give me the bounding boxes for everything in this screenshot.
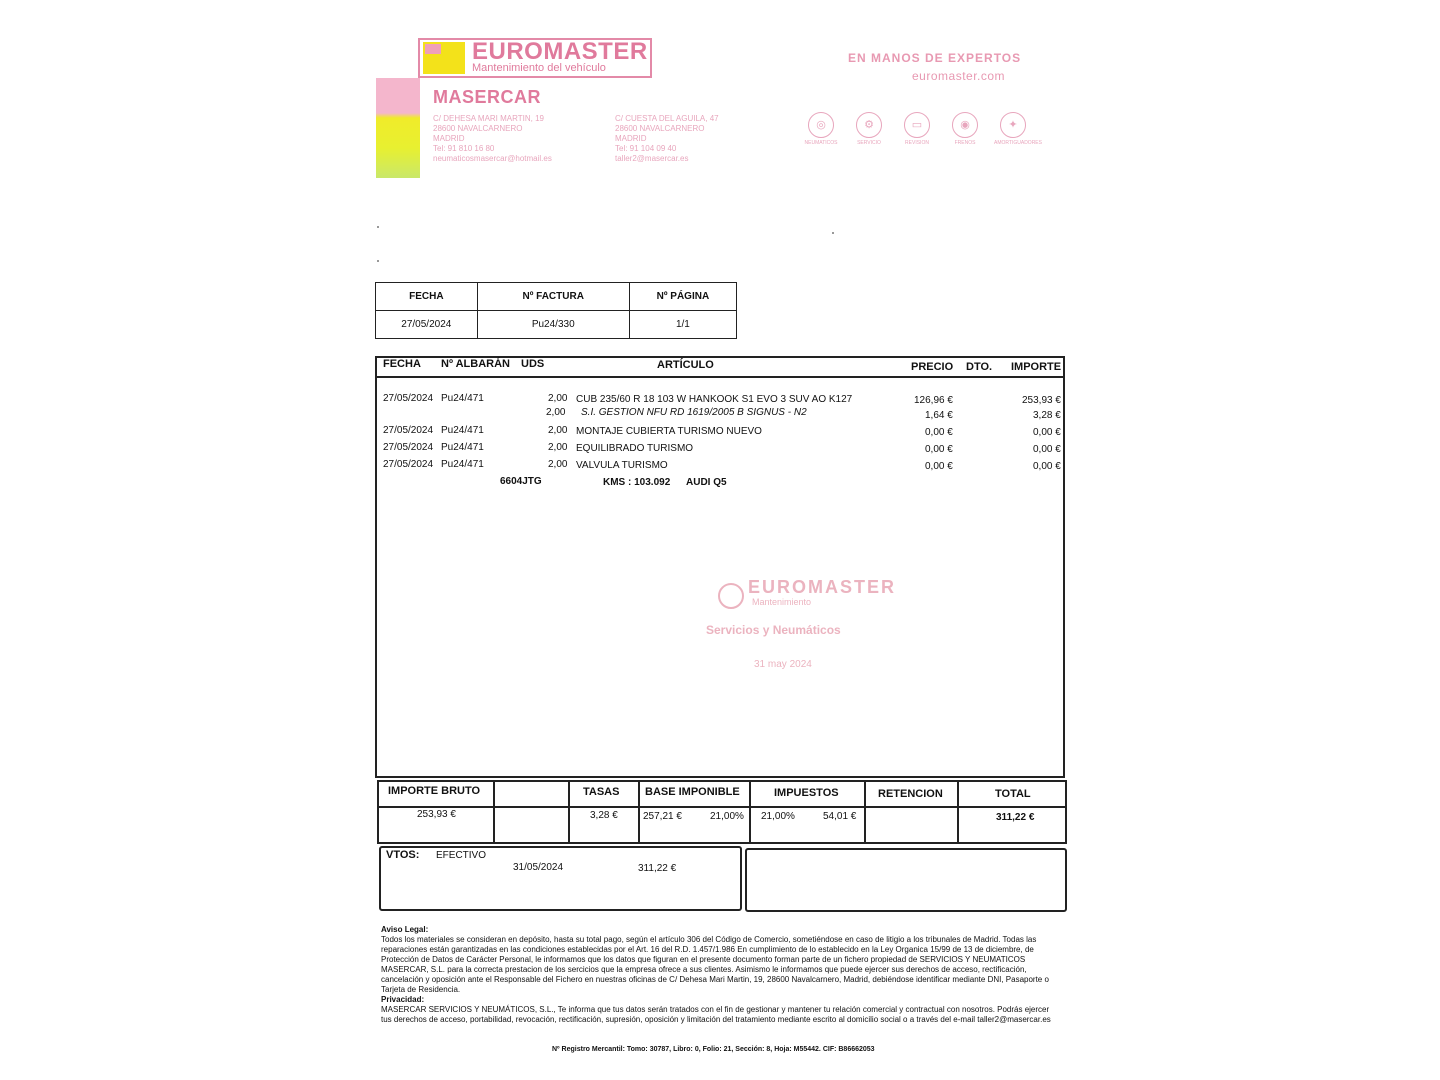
company-address-2 (615, 114, 719, 164)
service-brakes (946, 112, 984, 146)
totals-imp-pct: 21,00% (761, 811, 795, 822)
item-fecha: 27/05/2024 (383, 442, 434, 453)
brand-slogan: EN MANOS DE EXPERTOS (848, 51, 1022, 65)
item-importe: 253,93 € (1022, 395, 1061, 406)
header-factura: Nº FACTURA (477, 283, 629, 311)
item-uds: 2,00 (548, 425, 568, 436)
item-precio: 1,64 € (925, 410, 953, 421)
item-precio: 0,00 € (925, 427, 953, 438)
stamp-line: Mantenimiento (752, 597, 812, 607)
company-stamp (706, 575, 898, 675)
service-maintenance (850, 112, 888, 146)
vtos-amount: 311,22 € (638, 863, 677, 874)
legal-notice (381, 925, 1061, 1025)
tyre-icon: ◎ (808, 112, 834, 138)
company-address-1 (433, 114, 552, 164)
totals-header-tasas: TASAS (583, 786, 620, 798)
car-icon: ▭ (904, 112, 930, 138)
totals-col-divider (493, 780, 495, 844)
stamp-logo-icon (718, 583, 744, 609)
stamp-line: EUROMASTER (748, 577, 897, 597)
service-label: REVISION (905, 140, 929, 146)
item-importe: 3,28 € (1033, 410, 1061, 421)
vtos-panel (379, 846, 742, 911)
privacy-text: MASERCAR SERVICIOS Y NEUMÁTICOS, S.L., Te informa que tus datos serán tratados con el fin de gestionar y mantener tu relación comercial y contractual con nosotros. Podrás ejercer tus derechos de acceso, portabilidad, revocación, rectificación, supresión, oposición y limitación del tratamiento mediante escrito al domicilio social o a través del e-mail taller2@masercar.es (381, 1005, 1051, 1024)
header-fecha: FECHA (376, 283, 478, 311)
vehicle-model: AUDI Q5 (686, 477, 727, 488)
brake-icon: ◉ (952, 112, 978, 138)
service-label: SERVICIO (857, 140, 881, 146)
col-uds: UDS (521, 358, 545, 370)
item-precio: 126,96 € (914, 395, 953, 406)
address-line: 28600 NAVALCARNERO (433, 124, 523, 133)
items-panel (375, 356, 1065, 778)
totals-impuestos-value: 54,01 € (823, 811, 857, 822)
col-albaran: Nº ALBARÁN (441, 358, 510, 370)
totals-col-divider (749, 780, 751, 844)
vehicle-kms: KMS : 103.092 (603, 477, 671, 488)
invoice-page: 1/1 (629, 311, 736, 339)
col-articulo: ARTÍCULO (657, 359, 714, 371)
item-albaran: Pu24/471 (441, 442, 484, 453)
item-albaran: Pu24/471 (441, 393, 484, 404)
item-importe: 0,00 € (1033, 461, 1061, 472)
item-albaran: Pu24/471 (441, 459, 484, 470)
registry-info: Nº Registro Mercantil: Tomo: 30787, Libro: 0, Folio: 21, Sección: 8, Hoja: M55442. CIF: B86662053 (552, 1046, 875, 1053)
totals-bruto-value: 253,93 € (417, 809, 456, 820)
address-line: C/ CUESTA DEL AGUILA, 47 (615, 114, 719, 123)
col-fecha: FECHA (383, 358, 421, 370)
legal-text: Todos los materiales se consideran en depósito, hasta su total pago, según el artículo 306 del Código de Comercio, sometiéndose en caso de litigio a los tribunales de Madrid. Todas las reparaciones están garantizadas en las condiciones establecidas por el Art. 16 del R.D. 1.457/1.986 En cumplimiento de lo establecido en la Ley Organica 15/99 de 13 de diciembre, de Protección de Datos de Carácter Personal, le informamos que los datos que figuran en el presente documento forman parte de un fichero propiedad de SERVICIOS Y NEUMATICOS MASERCAR, S.L. para la correcta prestacion de los sercicios que la empresa ofrece a sus clientes. Asimismo le informamos que puede ejercer sus derechos de acceso, rectificación, cancelación y oposición ante el Responsable del Fichero en nuestras oficinas de C/ Dehesa Mari Martin, 19, 28600 Navalcarnero, Madrid, debiéndose identificar mediante DNI, Pasaporte o Tarjeta de Residencia. (381, 935, 1049, 994)
totals-header-base: BASE IMPONIBLE (645, 786, 740, 798)
invoice-info-table (375, 282, 737, 339)
scan-dot (832, 232, 834, 234)
service-label: AMORTIGUADORES (994, 140, 1042, 146)
address-line: Tel: 91 810 16 80 (433, 144, 495, 153)
address-line: Tel: 91 104 09 40 (615, 144, 677, 153)
wrench-icon: ✦ (1000, 112, 1026, 138)
totals-col-divider (568, 780, 570, 844)
col-importe: IMPORTE (1011, 361, 1062, 373)
vehicle-plate: 6604JTG (500, 476, 542, 487)
vtos-date: 31/05/2024 (513, 862, 564, 873)
car-service-icon: ⚙ (856, 112, 882, 138)
item-importe: 0,00 € (1033, 444, 1061, 455)
address-line: neumaticosmasercar@hotmail.es (433, 154, 552, 163)
item-albaran: Pu24/471 (441, 425, 484, 436)
totals-col-divider (864, 780, 866, 844)
item-importe: 0,00 € (1033, 427, 1061, 438)
totals-col-divider (957, 780, 959, 844)
service-review (898, 112, 936, 146)
euromaster-logo-icon (423, 42, 465, 74)
invoice-date: 27/05/2024 (376, 311, 478, 339)
item-articulo: EQUILIBRADO TURISMO (576, 443, 694, 454)
notes-panel (745, 848, 1067, 912)
address-line: taller2@masercar.es (615, 154, 689, 163)
scan-dot (377, 260, 379, 262)
item-uds: 2,00 (548, 442, 568, 453)
item-fecha: 27/05/2024 (383, 393, 434, 404)
legal-title: Aviso Legal: (381, 925, 429, 934)
totals-header-impuestos: IMPUESTOS (774, 787, 839, 799)
item-articulo: VALVULA TURISMO (576, 460, 668, 471)
services-strip (802, 112, 1042, 146)
brand-subtitle: Mantenimiento del vehículo (472, 62, 606, 74)
color-band-decoration (376, 78, 420, 178)
service-tyres (802, 112, 840, 146)
item-uds: 2,00 (548, 393, 568, 404)
address-line: MADRID (433, 134, 465, 143)
totals-tasas-value: 3,28 € (590, 810, 618, 821)
service-label: NEUMATICOS (804, 140, 838, 146)
stamp-line: 31 may 2024 (754, 659, 812, 670)
totals-base-value: 257,21 € (643, 811, 682, 822)
service-label: FRENOS (954, 140, 976, 146)
header-pagina: Nº PÁGINA (629, 283, 736, 311)
items-header-divider (375, 376, 1065, 378)
totals-base-pct: 21,00% (710, 811, 744, 822)
totals-total-value: 311,22 € (996, 812, 1035, 823)
service-shocks (994, 112, 1042, 146)
address-line: C/ DEHESA MARI MARTIN, 19 (433, 114, 544, 123)
col-dto: DTO. (966, 361, 993, 373)
brand-name: EUROMASTER (472, 38, 648, 65)
item-fecha: 27/05/2024 (383, 459, 434, 470)
privacy-title: Privacidad: (381, 995, 425, 1004)
address-line: 28600 NAVALCARNERO (615, 124, 705, 133)
item-uds: 2,00 (546, 407, 566, 418)
scan-dot (377, 226, 379, 228)
totals-header-total: TOTAL (995, 788, 1031, 800)
stamp-line: Servicios y Neumáticos (706, 623, 841, 637)
vtos-label: VTOS: (386, 849, 420, 861)
invoice-number: Pu24/330 (477, 311, 629, 339)
vtos-method: EFECTIVO (436, 850, 487, 861)
totals-header-bruto: IMPORTE BRUTO (388, 785, 481, 797)
totals-divider (377, 806, 1067, 808)
item-fecha: 27/05/2024 (383, 425, 434, 436)
item-articulo: MONTAJE CUBIERTA TURISMO NUEVO (576, 426, 762, 437)
item-uds: 2,00 (548, 459, 568, 470)
item-precio: 0,00 € (925, 444, 953, 455)
item-precio: 0,00 € (925, 461, 953, 472)
brand-website: euromaster.com (912, 69, 1006, 83)
col-precio: PRECIO (911, 361, 954, 373)
item-articulo: CUB 235/60 R 18 103 W HANKOOK S1 EVO 3 SUV AO K127 (576, 394, 853, 405)
address-line: MADRID (615, 134, 647, 143)
totals-header-retencion: RETENCION (878, 788, 943, 800)
company-name: MASERCAR (433, 87, 542, 107)
item-articulo: S.I. GESTION NFU RD 1619/2005 B SIGNUS - N2 (581, 407, 807, 418)
totals-col-divider (638, 780, 640, 844)
